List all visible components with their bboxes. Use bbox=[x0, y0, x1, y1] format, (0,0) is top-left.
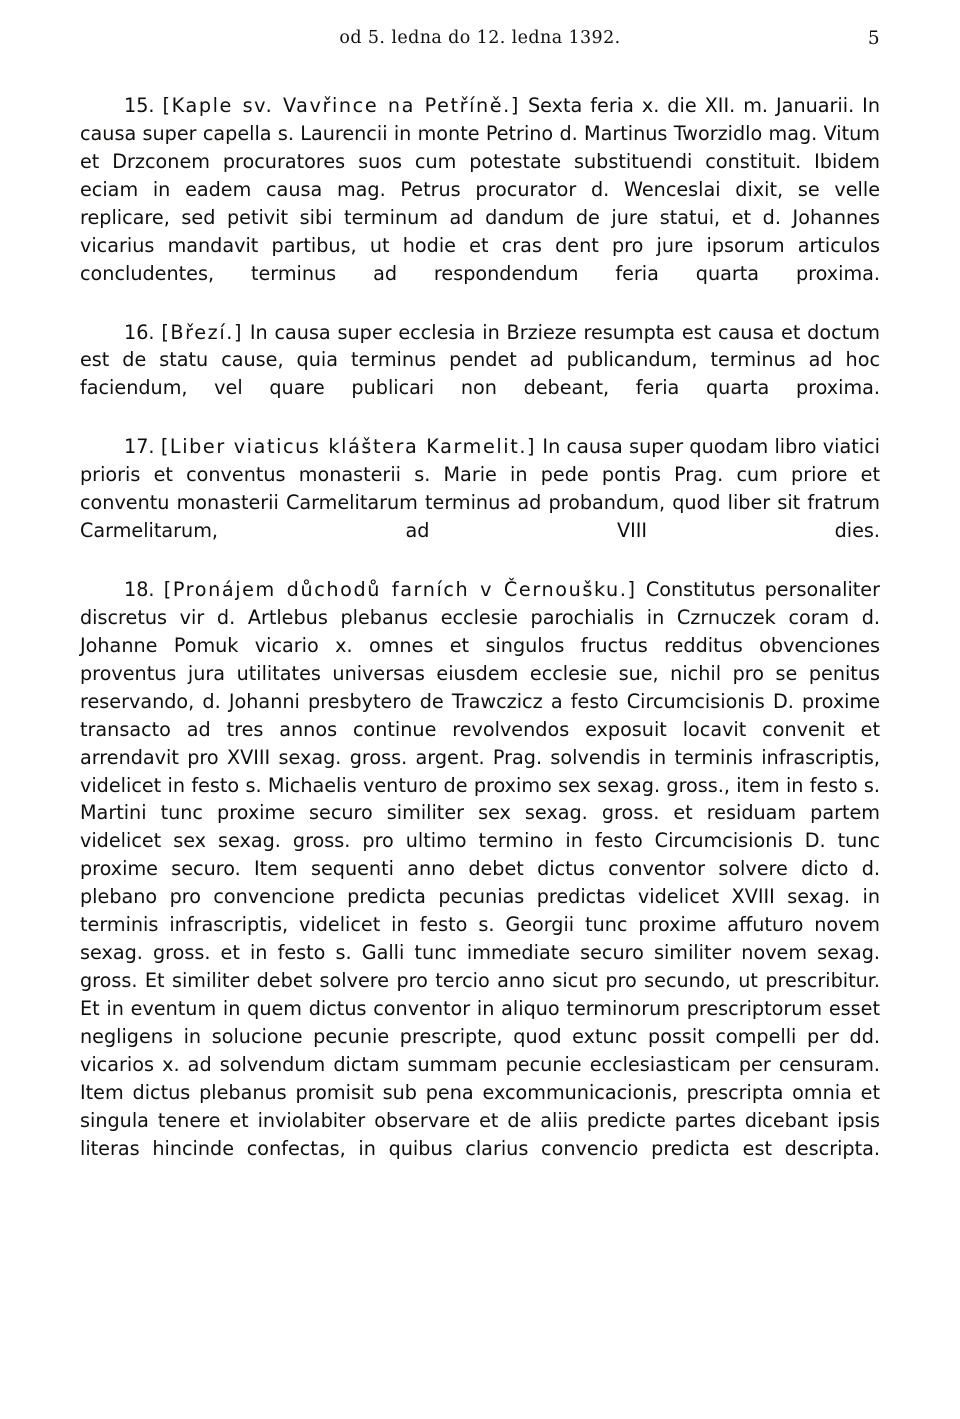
entry-body: In causa super quodam libro viatici prioris et conventus monasterii s. Marie in pede pontis Prag. cum priore et conventu monasterii Carmelitarum terminus ad probandum, quod liber sit fratrum Carmelitarum, ad VIII dies. bbox=[80, 435, 880, 543]
entry-15 bbox=[80, 92, 880, 316]
entry-body: Sexta feria x. die XII. m. Januarii. In causa super capella s. Laurencii in monte Petrino d. Martinus Tworzidlo mag. Vitum et Drzconem procuratores suos cum potestate substituendi constituit. Ibidem eciam in eadem causa mag. Petrus procurator d. Wenceslai dixit, se velle replicare, sed petivit sibi terminum ad dandum de jure statui, et d. Johannes vicarius mandavit partibus, ut hodie et cras dent pro jure ipsorum articulos concludentes, terminus ad respondendum feria quarta proxima. bbox=[80, 94, 881, 285]
entry-rubric: [Liber viaticus kláštera Karmelit.] bbox=[160, 435, 537, 459]
entry-number: 16. bbox=[124, 320, 155, 344]
entry-rubric: [Kaple sv. Vavřince na Petříně.] bbox=[162, 94, 520, 117]
running-title: od 5. ledna do 12. ledna 1392. bbox=[339, 28, 621, 48]
running-head bbox=[80, 28, 880, 52]
entry-number: 15. bbox=[124, 94, 155, 117]
entry-18 bbox=[80, 576, 880, 1191]
entry-number: 17. bbox=[124, 435, 155, 459]
entry-rubric: [Pronájem důchodů farních v Černoušku.] bbox=[163, 577, 637, 601]
entry-body: Constitutus personaliter discretus vir d. Artlebus plebanus ecclesie parochialis in Czrnuczek coram d. Johanne Pomuk vicario x. omnes et singulos fructus redditus obvenciones proventus jura utilitates universas eiusdem ecclesie sue, nichil pro se penitus reservando, d. Johanni presbytero de Trawczicz a festo Circumcisionis D. proxime transacto ad tres annos continue revolvendos exposuit locavit convenit et arrendavit pro XVIII sexag. gross. argent. Prag. solvendis in terminis infrascriptis, videlicet in festo s. Michaelis venturo de proximo sex sexag. gross., item in festo s. Martini tunc proxime securo similiter sex sexag. gross. et residuam partem videlicet sex sexag. gross. pro ultimo termino in festo Circumcisionis D. tunc proxime securo. Item sequenti anno debet dictus conventor solvere dicto d. plebano pro convencione predicta pecunias predictas videlicet XVIII sexag. in terminis infrascriptis, videlicet in festo s. Georgii tunc proxime affuturo novem sexag. gross. et in festo s. Galli tunc immediate securo similiter novem sexag. gross. Et similiter debet solvere pro tercio anno sicut pro secundo, ut prescribitur. Et in eventum in quem dictus conventor in aliquo terminorum prescriptorum esset negligens in solucione pecunie prescripte, quod extunc possit compelli per dd. vicarios x. ad solvendum dictam summam pecunie ecclesiasticam per censuram. Item dictus plebanus promisit sub pena excommunicacionis, prescripta omnia et singula tenere et inviolabiter observare et de aliis predicte partes dicebant ipsis literas hincinde confectas, in quibus clarius convencio predicta est descripta. bbox=[80, 577, 880, 1160]
entry-17 bbox=[80, 433, 880, 573]
entry-rubric: [Březí.] bbox=[161, 320, 244, 344]
entry-number: 18. bbox=[124, 577, 155, 601]
page-number: 5 bbox=[867, 28, 880, 49]
entry-16 bbox=[80, 319, 880, 431]
entry-body: In causa super ecclesia in Brzieze resumpta est causa et doctum est de statu cause, quia terminus pendet ad publicandum, terminus ad hoc faciendum, vel quare publicari non debeant, feria quarta proxima. bbox=[80, 320, 880, 400]
